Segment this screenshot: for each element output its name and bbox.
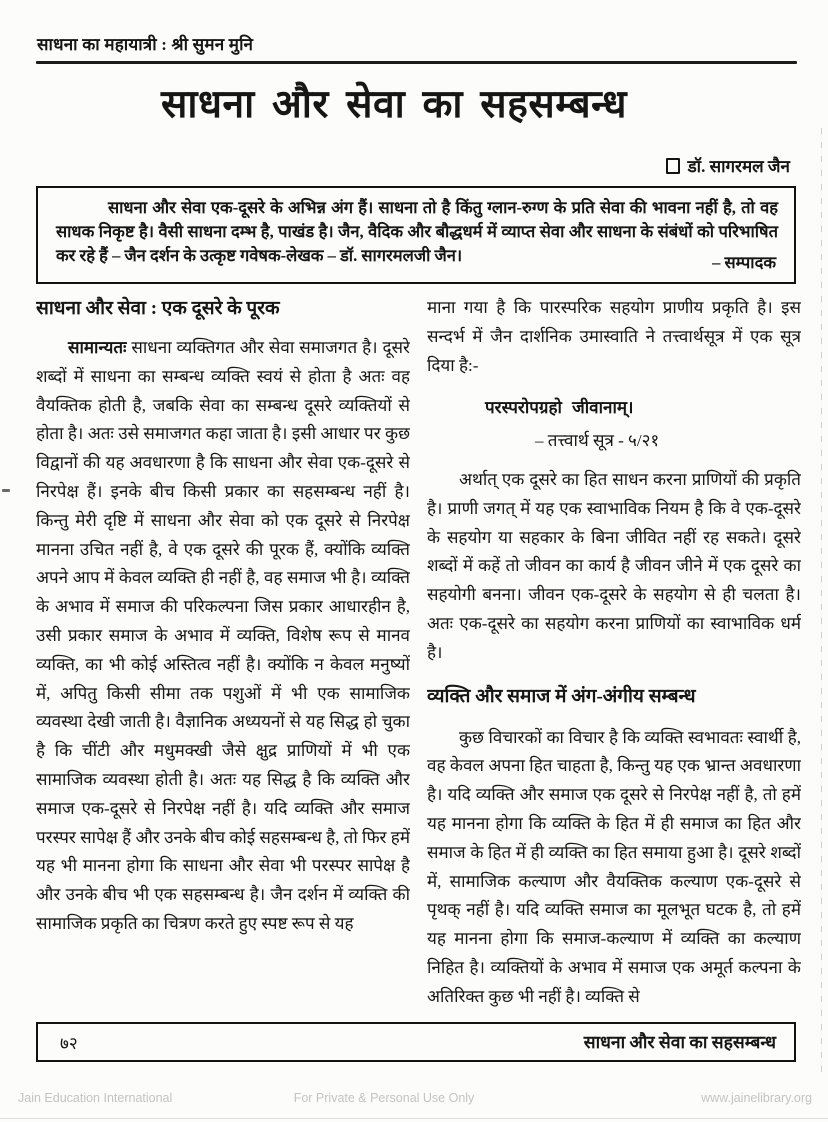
credits-line (0, 1091, 828, 1107)
author-name: डॉ. सागरमल जैन (687, 157, 790, 176)
running-header: साधना का महायात्री : श्री सुमन मुनि (37, 35, 254, 54)
scan-bottom-artifact (0, 1118, 828, 1119)
left-column-paragraph (36, 334, 410, 939)
continued-paragraph: माना गया है कि पारस्परिक सहयोग प्राणीय प्रकृति है। इस सन्दर्भ में जैन दार्शनिक उमास्वाति ने तत्त्वार्थसूत्र में एक सूत्र दिया है:- (427, 298, 801, 375)
header-rule (36, 61, 797, 64)
sutra-verse: परस्परोपग्रहो जीवानाम्। (485, 398, 634, 418)
credits-usage-note: For Private & Personal Use Only (293, 1091, 475, 1105)
square-bullet-icon (666, 158, 680, 174)
author-line (666, 154, 790, 177)
sutra-reference: – तत्त्वार्थ सूत्र - ५/२१ (535, 431, 660, 451)
right-column (427, 294, 801, 1018)
abstract-text: साधना और सेवा एक-दूसरे के अभिन्न अंग हैं। साधना तो है किंतु ग्लान-रुग्ण के प्रति सेवा की भावना नहीं है, तो वह साधक निकृष्ट है। वैसी साधना दम्भ है, पाखंड है। जैन, वैदिक और बौद्धधर्म में व्याप्त सेवा और साधना के संबंधों को परिभाषित कर रहे हैं – जैन दर्शन के उत्कृष्ट गवेषक-लेखक – डॉ. सागरमलजी जैन। (56, 198, 778, 265)
thinkers-paragraph: कुछ विचारकों का विचार है कि व्यक्ति स्वभावतः स्वार्थी है, वह केवल अपना हित चाहता है, किन्तु यह एक भ्रान्त अवधारणा है। यदि व्यक्ति और समाज एक दूसरे से निरपेक्ष नहीं है, तो हमें यह मानना होगा कि व्यक्ति के हित में ही समाज का हित और समाज के हित में ही व्यक्ति का हित समाया हुआ है। दूसरे शब्दों में, सामाजिक कल्याण और वैयक्तिक कल्याण एक-दूसरे से पृथक् नहीं है। यदि व्यक्ति समाज का मूलभूत घटक है, तो हमें यह मानना होगा कि समाज-कल्याण में व्यक्ति का कल्याण निहित है। व्यक्तियों के अभाव में समाज एक अमूर्त कल्पना के अतिरिक्त कुछ भी नहीं है। व्यक्ति से (427, 727, 801, 1006)
footer-running-title: साधना और सेवा का सहसम्बन्ध (583, 1032, 776, 1052)
section-heading-purak: साधना और सेवा : एक दूसरे के पूरक (36, 298, 280, 319)
editor-signature: – सम्पादक (712, 253, 776, 272)
credits-website: www.jainelibrary.org (701, 1091, 812, 1105)
scan-margin-mark (2, 489, 10, 492)
left-column (36, 294, 410, 1018)
page-title: साधना और सेवा का सहसम्बन्ध (161, 83, 627, 126)
section-heading-ang-angiy: व्यक्ति और समाज में अंग-अंगीय सम्बन्ध (427, 685, 696, 707)
paragraph-body-text: साधना व्यक्तिगत और सेवा समाजगत है। दूसरे शब्दों में साधना का सम्बन्ध व्यक्ति स्वयं से होता है अतः वह वैयक्तिक होती है, जबकि सेवा का सम्बन्ध दूसरे व्यक्तियों से होता है। अतः उसे समाजगत कहा जाता है। इसी आधार पर कुछ विद्वानों की यह अवधारणा है कि साधना और सेवा एक-दूसरे से निरपेक्ष हैं। इनके बीच किसी प्रकार का सहसम्बन्ध नहीं है। किन्तु मेरी दृष्टि में साधना और सेवा को एक दूसरे से निरपेक्ष मानना उचित नहीं है, वे एक दूसरे की पूरक हैं, क्योंकि व्यक्ति अपने आप में केवल व्यक्ति ही नहीं है, वह समाज भी है। व्यक्ति के अभाव में समाज की परिकल्पना जिस प्रकार आधारहीन है, उसी प्रकार समाज के अभाव में व्यक्ति, विशेष रूप से मानव व्यक्ति, का भी कोई अस्तित्व नहीं है। क्योंकि न केवल मनुष्यों में, अपितु किसी सीमा तक पशुओं में भी एक सामाजिक व्यवस्था देखी जाती है। वैज्ञानिक अध्ययनों से यह सिद्ध हो चुका है कि चींटी और मधुमक्खी जैसे क्षुद्र प्राणियों में भी एक सामाजिक व्यवस्था होती है। अतः यह सिद्ध है कि व्यक्ति और समाज एक-दूसरे से निरपेक्ष नहीं है। यदि व्यक्ति और समाज परस्पर सापेक्ष हैं और उनके बीच कोई सहसम्बन्ध है, तो फिर हमें यह भी मानना होगा कि साधना और सेवा भी परस्पर सापेक्ष है और उनके बीच भी एक सहसम्बन्ध है। जैन दर्शन में व्यक्ति की सामाजिक प्रकृति का चित्रण करते हुए स्पष्ट रूप से यह (36, 338, 410, 933)
article-body (36, 294, 801, 1018)
credits-publisher: Jain Education International (18, 1091, 173, 1105)
abstract-box (36, 186, 796, 284)
page-number: ७२ (60, 1033, 78, 1053)
paragraph-lead-word: सामान्यतः (68, 338, 127, 357)
scan-edge-artifact (821, 128, 822, 1074)
meaning-paragraph: अर्थात् एक दूसरे का हित साधन करना प्राणियों की प्रकृति है। प्राणी जगत् में यह एक स्वाभाविक नियम है कि वे एक-दूसरे के सहयोग या सहकार के बिना जीवित नहीं रह सकते। दूसरे शब्दों में कहें तो जीवन का कार्य है जीवन जीने में एक दूसरे का सहयोगी बनना। जीवन एक-दूसरे के सहयोग से ही चलता है। अतः एक-दूसरे का सहयोग करना प्राणियों का स्वाभाविक धर्म है। (427, 469, 801, 662)
footer-box (36, 1022, 796, 1062)
